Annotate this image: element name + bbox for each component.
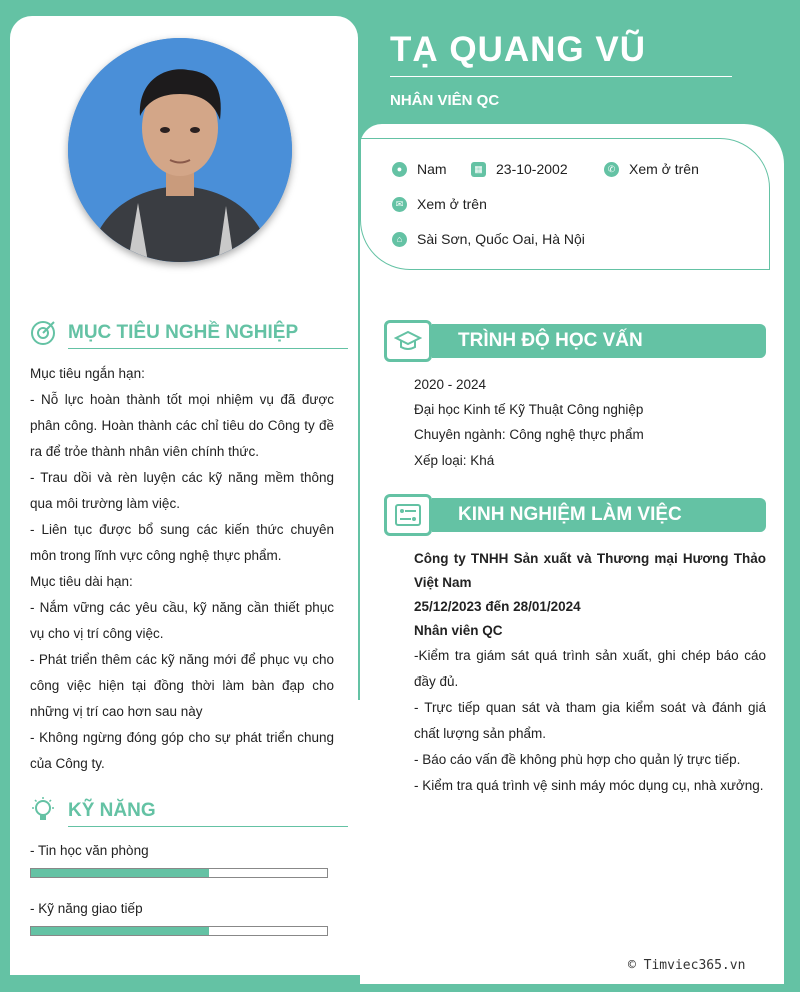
education-major: Chuyên ngành: Công nghệ thực phẩm [414, 427, 644, 442]
contact-dob [471, 161, 568, 177]
job-position: NHÂN VIÊN QC [390, 92, 500, 109]
objective-line: - Nỗ lực hoàn thành tốt mọi nhiệm vụ đã được phân công. Hoàn thành các chỉ tiêu do Công ty đề ra để trỏe thành nhân viên chính thức. [30, 392, 334, 459]
education-school: Đại học Kinh tế Kỹ Thuật Công nghiệp [414, 402, 644, 417]
objective-title: MỤC TIÊU NGHỀ NGHIỆP [68, 322, 299, 343]
skill-bar [30, 926, 328, 936]
contact-gender [392, 161, 447, 177]
duty-line: - Kiểm tra quá trình vệ sinh máy móc dụng cụ, nhà xưởng. [414, 778, 764, 793]
email-value: Xem ở trên [417, 196, 487, 212]
graduation-cap-icon [394, 330, 422, 352]
home-icon: ⌂ [392, 232, 407, 247]
person-silhouette-icon [68, 38, 292, 262]
name-underline [390, 76, 732, 77]
experience-body [414, 547, 766, 799]
education-rank: Xếp loại: Khá [414, 453, 495, 468]
skill-bar [30, 868, 328, 878]
skill-label: - Kỹ năng giao tiếp [30, 901, 143, 916]
person-icon: ● [392, 162, 407, 177]
experience-icon-box [384, 494, 432, 536]
email-icon: ✉ [392, 197, 407, 212]
lightbulb-icon [30, 797, 56, 823]
education-title: TRÌNH ĐỘ HỌC VẤN [432, 324, 766, 358]
objective-line: - Không ngừng đóng góp cho sự phát triển chung của Công ty. [30, 730, 334, 771]
objective-line: - Nắm vững các yêu cầu, kỹ năng cần thiết phục vụ cho vị trí công việc. [30, 600, 334, 641]
contact-phone [604, 161, 699, 177]
objective-underline [68, 348, 348, 349]
skill-label: - Tin học văn phòng [30, 843, 149, 858]
objective-line: - Trau dồi và rèn luyện các kỹ năng mềm thông qua môi trường làm việc. [30, 470, 334, 511]
duty-line: - Trực tiếp quan sát và tham gia kiểm soát và đánh giá chất lượng sản phẩm. [414, 700, 766, 741]
work-period: 25/12/2023 đến 28/01/2024 [414, 599, 581, 614]
calendar-icon: ▦ [471, 162, 486, 177]
gender-value: Nam [417, 161, 447, 177]
objective-line: - Liên tục được bổ sung các kiến thức chuyên môn trong lĩnh vực công nghệ thực phẩm. [30, 522, 334, 563]
education-period: 2020 - 2024 [414, 377, 487, 392]
phone-value: Xem ở trên [629, 161, 699, 177]
dob-value: 23-10-2002 [496, 161, 568, 177]
skills-underline [68, 826, 348, 827]
skill-bar-fill [31, 869, 209, 877]
duty-line: -Kiểm tra giám sát quá trình sản xuất, ghi chép báo cáo đầy đủ. [414, 648, 766, 689]
objective-line: - Phát triển thêm các kỹ năng mới để phục vụ cho công việc hiện tại đồng thời làm bàn đạp cho những vị trí cao hơn sau này [30, 652, 334, 719]
contact-email [392, 196, 487, 212]
objective-body [30, 361, 334, 777]
objective-line: Mục tiêu dài hạn: [30, 574, 133, 589]
skill-bar-fill [31, 927, 209, 935]
phone-icon: ✆ [604, 162, 619, 177]
address-value: Sài Sơn, Quốc Oai, Hà Nội [417, 231, 585, 247]
company-name: Công ty TNHH Sản xuất và Thương mại Hương Thảo Việt Nam [414, 551, 766, 590]
site-watermark: © Timviec365.vn [628, 958, 746, 973]
candidate-name: TẠ QUANG VŨ [390, 30, 646, 69]
target-icon [30, 320, 56, 346]
duty-line: - Báo cáo vấn đề không phù hợp cho quản lý trực tiếp. [414, 752, 741, 767]
experience-title: KINH NGHIỆM LÀM VIỆC [432, 498, 766, 532]
workflow-icon [394, 503, 422, 527]
objective-line: Mục tiêu ngắn hạn: [30, 366, 145, 381]
work-role: Nhân viên QC [414, 623, 503, 638]
contact-address [392, 231, 585, 247]
skills-title: KỸ NĂNG [68, 800, 156, 821]
education-icon-box [384, 320, 432, 362]
avatar-photo [68, 38, 292, 262]
